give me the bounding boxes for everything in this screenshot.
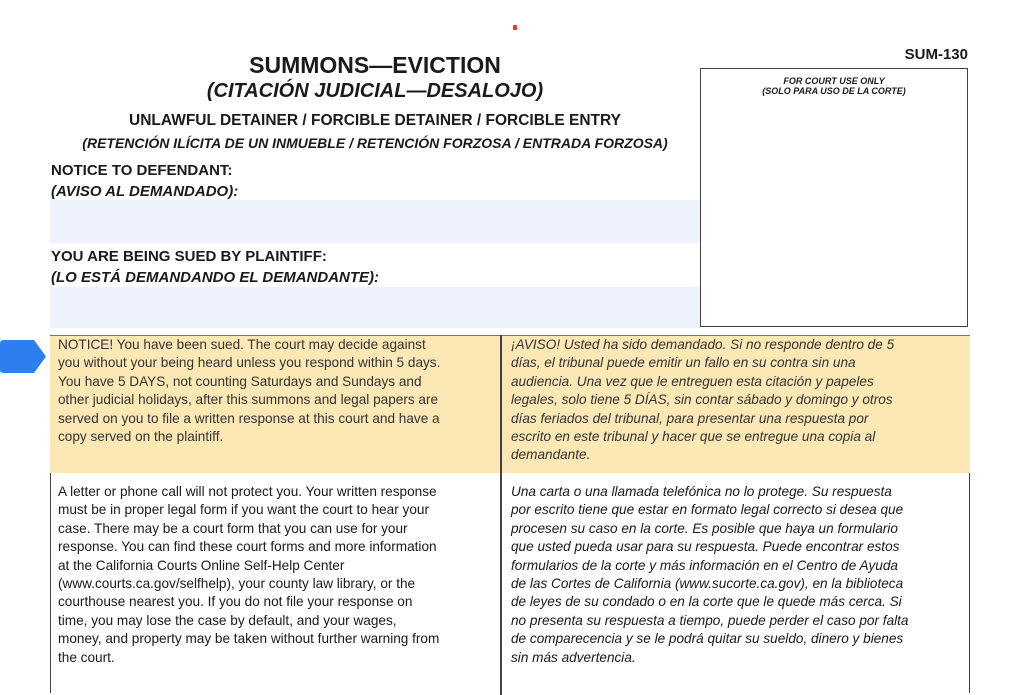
text-line: días feriados del tribunal, para presentar una respuesta por bbox=[511, 410, 869, 426]
text-line: de leyes de su condado o en la corte que le quede más cerca. Si bbox=[511, 594, 902, 610]
text-line: sin más advertencia. bbox=[511, 649, 636, 665]
court-use-label: FOR COURT USE ONLY bbox=[783, 76, 885, 86]
text-line: served on you to file a written response at this court and have a bbox=[58, 410, 440, 426]
plaintiff-field[interactable] bbox=[50, 287, 700, 328]
text-line: money, and property may be taken without further warning from bbox=[58, 631, 440, 647]
defendant-label-en: NOTICE TO DEFENDANT: bbox=[51, 162, 233, 179]
text-line: case. There may be a court form that you can use for your bbox=[58, 520, 408, 536]
text-line: que usted pueda usar para su respuesta. Puede encontrar estos bbox=[511, 539, 900, 555]
subtitle-spanish: (RETENCIÓN ILÍCITA DE UN INMUEBLE / RETENCIÓN FORZOSA / ENTRADA FORZOSA) bbox=[82, 135, 668, 151]
court-use-label-spanish: (SOLO PARA USO DE LA CORTE) bbox=[762, 86, 906, 96]
text-line: días, el tribunal puede emitir un fallo en su contra sin una bbox=[511, 355, 856, 371]
page-title: SUMMONS—EVICTION bbox=[249, 52, 501, 78]
plaintiff-label-es: (LO ESTÁ DEMANDANDO EL DEMANDANTE): bbox=[51, 269, 380, 286]
bookmark-tab-icon[interactable] bbox=[0, 340, 46, 373]
text-line: NOTICE! You have been sued. The court may decide against bbox=[58, 337, 426, 352]
text-line: no presenta su respuesta a tiempo, puede perder el caso por falta bbox=[511, 612, 909, 628]
subtitle: UNLAWFUL DETAINER / FORCIBLE DETAINER / FORCIBLE ENTRY bbox=[129, 112, 621, 129]
plaintiff-label-en: YOU ARE BEING SUED BY PLAINTIFF: bbox=[51, 248, 327, 265]
text-line: response. You can find these court forms and more information bbox=[58, 539, 437, 555]
info-english bbox=[58, 483, 439, 667]
text-line: Una carta o una llamada telefónica no lo protege. Su respuesta bbox=[511, 484, 892, 499]
text-line: (www.courts.ca.gov/selfhelp), your county law library, or the bbox=[58, 575, 416, 591]
text-line: legales, solo tiene 5 DÍAS, sin contar sábado y domingo y otros bbox=[511, 392, 893, 408]
column-divider bbox=[500, 335, 502, 695]
defendant-label-es: (AVISO AL DEMANDADO): bbox=[51, 183, 239, 200]
cursor-marker bbox=[513, 25, 517, 30]
text-line: courthouse nearest you. If you do not file your response on bbox=[58, 594, 413, 610]
page-title-spanish: (CITACIÓN JUDICIAL—DESALOJO) bbox=[206, 80, 544, 102]
text-line: other judicial holidays, after this summons and legal papers are bbox=[58, 392, 439, 408]
court-use-box bbox=[700, 68, 968, 327]
text-line: audiencia. Una vez que le entreguen esta citación y papeles bbox=[511, 373, 874, 389]
form-number: SUM-130 bbox=[904, 46, 968, 63]
defendant-label bbox=[51, 160, 238, 202]
text-line: procesen su caso en la corte. Es posible que haya un formulario bbox=[511, 520, 898, 536]
text-line: copy served on the plaintiff. bbox=[58, 428, 224, 444]
plaintiff-label bbox=[51, 246, 379, 288]
text-line: must be in proper legal form if you want the court to hear your bbox=[58, 502, 429, 518]
info-spanish bbox=[511, 483, 909, 667]
text-line: A letter or phone call will not protect you. Your written response bbox=[58, 484, 437, 499]
notice-english bbox=[58, 336, 440, 446]
text-line: at the California Courts Online Self-Help Center bbox=[58, 557, 345, 573]
text-line: demandante. bbox=[511, 447, 591, 463]
defendant-field[interactable] bbox=[50, 200, 700, 243]
text-line: time, you may lose the case by default, and your wages, bbox=[58, 612, 397, 628]
notice-spanish bbox=[511, 336, 894, 465]
text-line: escrito en este tribunal y hacer que se entregue una copia al bbox=[511, 428, 876, 444]
text-line: de las Cortes de California (www.sucorte.ca.gov), en la biblioteca bbox=[511, 575, 904, 591]
text-line: por escrito tiene que estar en formato legal correcto si desea que bbox=[511, 502, 904, 518]
text-line: You have 5 DAYS, not counting Saturdays and Sundays and bbox=[58, 373, 422, 389]
text-line: the court. bbox=[58, 649, 115, 665]
text-line: ¡AVISO! Usted ha sido demandado. Si no responde dentro de 5 bbox=[511, 337, 895, 352]
text-line: de comparecencia y se le podrá quitar su sueldo, dinero y bienes bbox=[511, 631, 904, 647]
text-line: you without your being heard unless you respond within 5 days. bbox=[58, 355, 441, 371]
text-line: formularios de la corte y más información en el Centro de Ayuda bbox=[511, 557, 898, 573]
